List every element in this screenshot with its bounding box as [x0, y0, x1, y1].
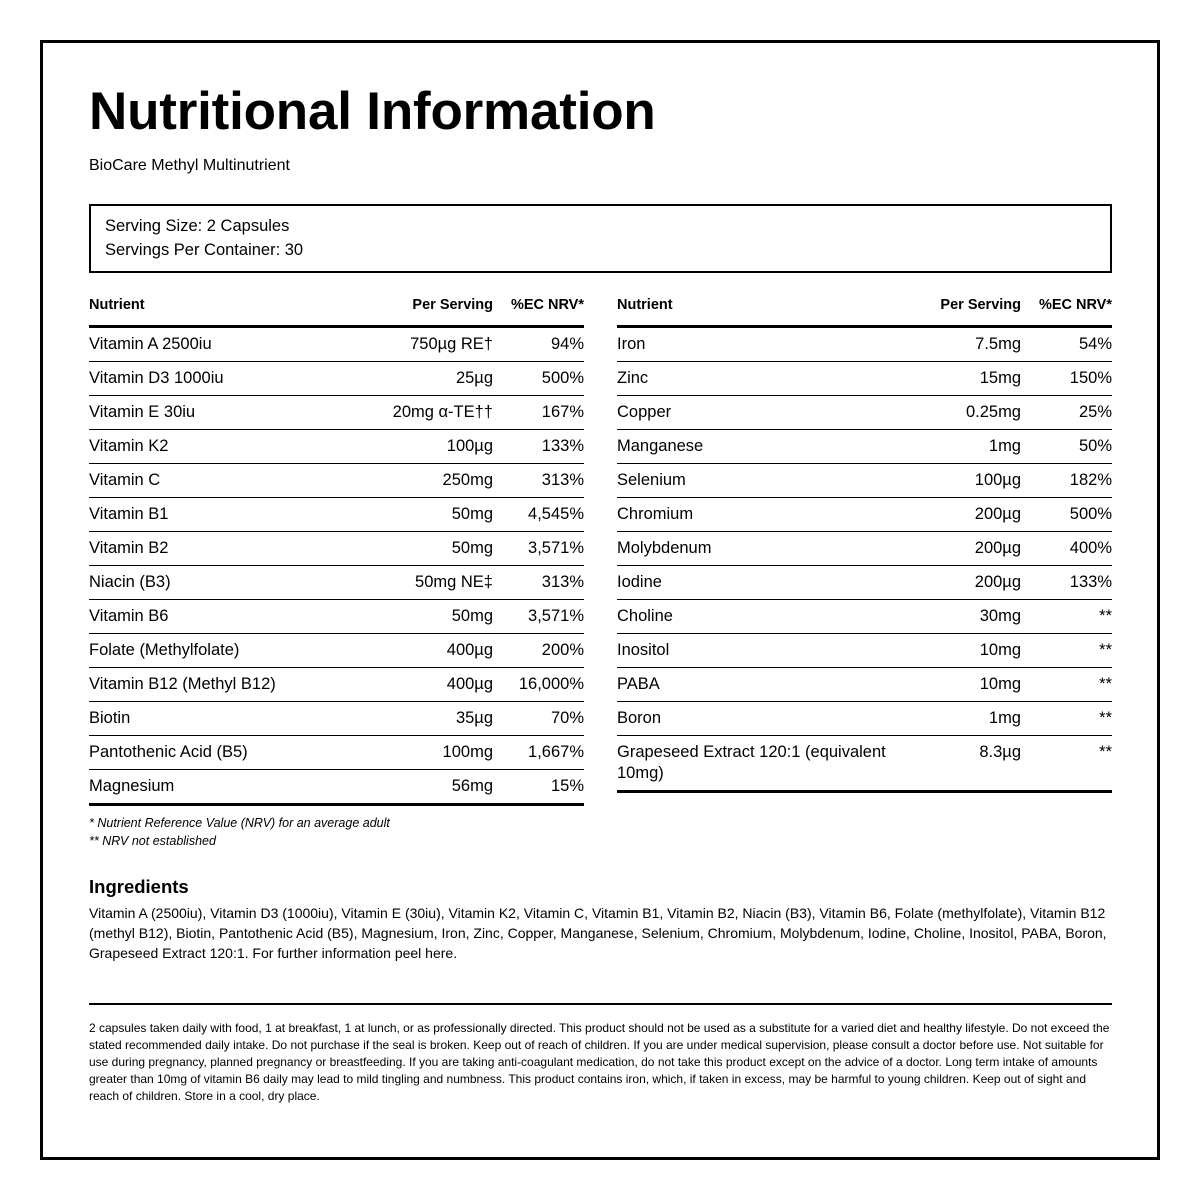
footnote-nrv: * Nutrient Reference Value (NRV) for an average adult	[89, 816, 390, 830]
table-row	[617, 566, 1112, 600]
nrv-value: **	[1021, 702, 1112, 736]
nrv-value: 133%	[1021, 566, 1112, 600]
nutrient-tables	[89, 295, 1112, 850]
nutrient-name: Magnesium	[89, 770, 389, 805]
nutrient-name: Zinc	[617, 362, 917, 396]
per-serving-value: 100µg	[389, 430, 493, 464]
nrv-value: 167%	[493, 396, 584, 430]
table-row	[617, 702, 1112, 736]
nutrient-table-right-body	[617, 327, 1112, 792]
per-serving-value: 1mg	[917, 702, 1021, 736]
nutrient-name: Manganese	[617, 430, 917, 464]
table-row	[89, 668, 584, 702]
per-serving-value: 0.25mg	[917, 396, 1021, 430]
table-row	[89, 634, 584, 668]
per-serving-value: 200µg	[917, 566, 1021, 600]
table-header-row	[617, 295, 1112, 327]
nutrient-name: Vitamin B2	[89, 532, 389, 566]
nrv-value: 16,000%	[493, 668, 584, 702]
nutrient-name: Vitamin D3 1000iu	[89, 362, 389, 396]
table-row	[89, 327, 584, 362]
per-serving-value: 100mg	[389, 736, 493, 770]
nrv-value: 3,571%	[493, 532, 584, 566]
nutrient-name: Selenium	[617, 464, 917, 498]
nrv-value: **	[1021, 600, 1112, 634]
per-serving-value: 7.5mg	[917, 327, 1021, 362]
nrv-value: 500%	[1021, 498, 1112, 532]
table-row	[89, 532, 584, 566]
per-serving-value: 15mg	[917, 362, 1021, 396]
nrv-value: 3,571%	[493, 600, 584, 634]
table-row	[617, 736, 1112, 792]
table-row	[89, 702, 584, 736]
nutrient-table-left	[89, 295, 584, 806]
nutrient-name: Vitamin A 2500iu	[89, 327, 389, 362]
table-header-row	[89, 295, 584, 327]
nrv-value: 500%	[493, 362, 584, 396]
table-row	[89, 396, 584, 430]
table-row	[89, 362, 584, 396]
table-row	[617, 498, 1112, 532]
header-nutrient: Nutrient	[89, 295, 389, 327]
nrv-value: 70%	[493, 702, 584, 736]
ingredients-text: Vitamin A (2500iu), Vitamin D3 (1000iu), Vitamin E (30iu), Vitamin K2, Vitamin C, Vitamin B1, Vitamin B2, Niacin (B3), Vitamin B6, Folate (methylfolate), Vitamin B12 (methyl B12), Biotin, Pantothenic Acid (B5), Magnesium, Iron, Zinc, Copper, Manganese, Selenium, Chromium, Molybdenum, Iodine, Choline, Inositol, PABA, Boron, Grapeseed Extract 120:1. For further information peel here.	[89, 905, 1107, 961]
table-row	[89, 770, 584, 805]
per-serving-value: 100µg	[917, 464, 1021, 498]
nutrient-table-right-column	[617, 295, 1112, 850]
per-serving-value: 8.3µg	[917, 736, 1021, 792]
nutrient-name: Iron	[617, 327, 917, 362]
table-row	[617, 327, 1112, 362]
nrv-value: 200%	[493, 634, 584, 668]
per-serving-value: 50mg NE‡	[389, 566, 493, 600]
table-row	[617, 430, 1112, 464]
label-frame	[40, 40, 1160, 1160]
table-row	[617, 668, 1112, 702]
nrv-value: 94%	[493, 327, 584, 362]
per-serving-value: 200µg	[917, 498, 1021, 532]
per-serving-value: 10mg	[917, 668, 1021, 702]
nutrient-table-right	[617, 295, 1112, 793]
nutrient-name: Chromium	[617, 498, 917, 532]
nutrient-name: Molybdenum	[617, 532, 917, 566]
per-serving-value: 35µg	[389, 702, 493, 736]
table-row	[89, 736, 584, 770]
nrv-value: 133%	[493, 430, 584, 464]
nrv-value: **	[1021, 668, 1112, 702]
header-nrv: %EC NRV*	[493, 295, 584, 327]
nrv-value: 313%	[493, 464, 584, 498]
header-nrv: %EC NRV*	[1021, 295, 1112, 327]
nrv-value: 50%	[1021, 430, 1112, 464]
table-row	[617, 362, 1112, 396]
nrv-value: **	[1021, 736, 1112, 792]
nrv-value: 25%	[1021, 396, 1112, 430]
nrv-value: 150%	[1021, 362, 1112, 396]
footnote-not-established: ** NRV not established	[89, 834, 216, 848]
per-serving-value: 1mg	[917, 430, 1021, 464]
per-serving-value: 200µg	[917, 532, 1021, 566]
product-name: BioCare Methyl Multinutrient	[89, 157, 290, 174]
nutrient-name: Vitamin K2	[89, 430, 389, 464]
nutrient-name: Niacin (B3)	[89, 566, 389, 600]
nutrient-name: Pantothenic Acid (B5)	[89, 736, 389, 770]
nutrient-name: Inositol	[617, 634, 917, 668]
nutrient-name: Vitamin B12 (Methyl B12)	[89, 668, 389, 702]
header-per-serving: Per Serving	[917, 295, 1021, 327]
table-row	[89, 464, 584, 498]
serving-info-box	[89, 204, 1112, 273]
nrv-value: 54%	[1021, 327, 1112, 362]
per-serving-value: 25µg	[389, 362, 493, 396]
per-serving-value: 250mg	[389, 464, 493, 498]
table-row	[617, 464, 1112, 498]
nutrient-name: Copper	[617, 396, 917, 430]
table-row	[617, 532, 1112, 566]
table-row	[617, 634, 1112, 668]
table-row	[617, 396, 1112, 430]
nrv-value: 4,545%	[493, 498, 584, 532]
per-serving-value: 50mg	[389, 498, 493, 532]
nrv-value: 313%	[493, 566, 584, 600]
servings-per-container: Servings Per Container: 30	[105, 241, 304, 259]
per-serving-value: 10mg	[917, 634, 1021, 668]
nutrient-name: PABA	[617, 668, 917, 702]
nutrient-name: Vitamin B6	[89, 600, 389, 634]
nrv-value: 400%	[1021, 532, 1112, 566]
nutrient-name: Vitamin E 30iu	[89, 396, 389, 430]
nutrient-name: Vitamin B1	[89, 498, 389, 532]
header-nutrient: Nutrient	[617, 295, 917, 327]
nutrient-name: Choline	[617, 600, 917, 634]
usage-warning: 2 capsules taken daily with food, 1 at breakfast, 1 at lunch, or as professionally directed. This product should not be used as a substitute for a varied diet and healthy lifestyle. Do not exceed the stated recommended daily intake. Do not purchase if the seal is broken. Keep out of reach of children. If you are under medical supervision, please consult a doctor before use. Not suitable for use during pregnancy, planned pregnancy or breastfeeding. If you are taking anti-coagulant medication, do not take this product except on the advice of a doctor. Long term intake of amounts greater than 10mg of vitamin B6 daily may lead to mild tingling and numbness. This product contains iron, which, if taken in excess, may be harmful to young children. Keep out of sight and reach of children. Store in a cool, dry place.	[89, 1003, 1112, 1105]
footnotes	[89, 814, 584, 850]
table-row	[89, 600, 584, 634]
per-serving-value: 50mg	[389, 600, 493, 634]
per-serving-value: 56mg	[389, 770, 493, 805]
page-title: Nutritional Information	[89, 82, 656, 141]
nutrient-name: Iodine	[617, 566, 917, 600]
nutrient-name: Biotin	[89, 702, 389, 736]
ingredients-heading: Ingredients	[89, 876, 189, 897]
nrv-value: 15%	[493, 770, 584, 805]
header-per-serving: Per Serving	[389, 295, 493, 327]
per-serving-value: 400µg	[389, 634, 493, 668]
table-row	[89, 566, 584, 600]
nutrient-name: Vitamin C	[89, 464, 389, 498]
per-serving-value: 50mg	[389, 532, 493, 566]
per-serving-value: 20mg α-TE††	[389, 396, 493, 430]
per-serving-value: 30mg	[917, 600, 1021, 634]
nutrient-name: Grapeseed Extract 120:1 (equivalent 10mg)	[617, 736, 917, 792]
nutrient-table-left-body	[89, 327, 584, 805]
table-row	[617, 600, 1112, 634]
table-row	[89, 498, 584, 532]
table-row	[89, 430, 584, 464]
nrv-value: 182%	[1021, 464, 1112, 498]
nrv-value: **	[1021, 634, 1112, 668]
label-content	[89, 81, 1112, 1105]
per-serving-value: 750µg RE†	[389, 327, 493, 362]
nrv-value: 1,667%	[493, 736, 584, 770]
serving-size: Serving Size: 2 Capsules	[105, 217, 290, 235]
per-serving-value: 400µg	[389, 668, 493, 702]
nutrient-name: Folate (Methylfolate)	[89, 634, 389, 668]
nutrient-table-left-column	[89, 295, 584, 850]
nutrient-name: Boron	[617, 702, 917, 736]
